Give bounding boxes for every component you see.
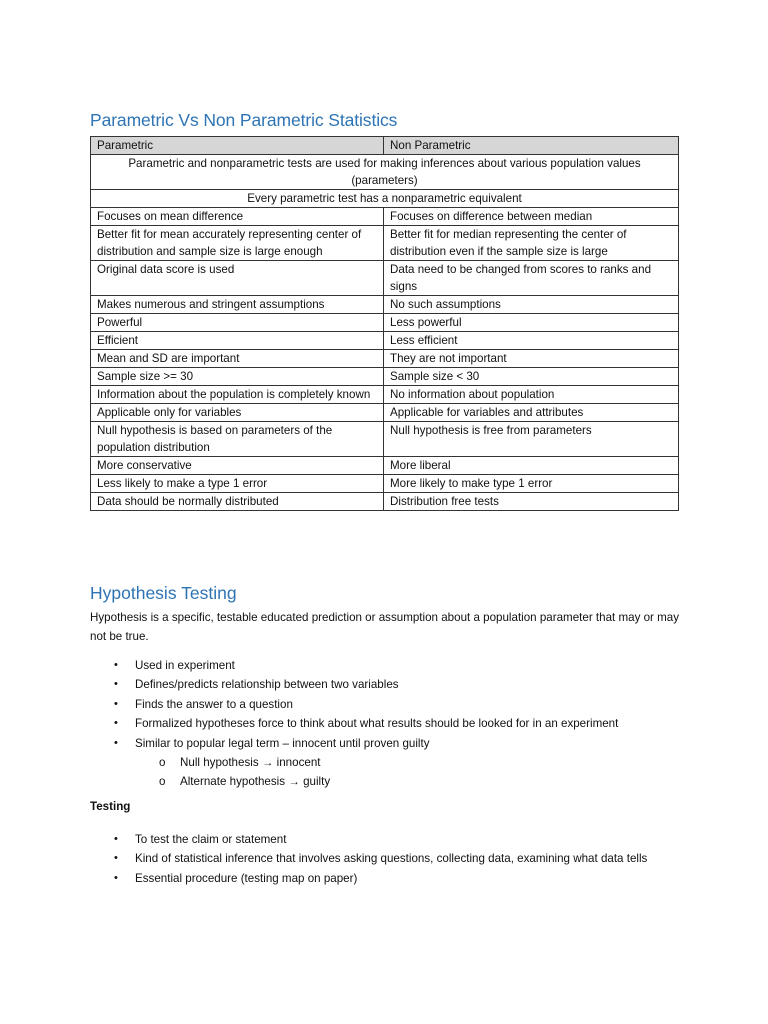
- list-item-text: Kind of statistical inference that involves asking questions, collecting data, examining what data tells: [135, 852, 648, 866]
- table-row: [91, 386, 679, 404]
- parametric-cell: Better fit for mean accurately representing center of distribution and sample size is large enough: [91, 226, 384, 261]
- bullet-icon: •: [114, 659, 118, 671]
- hypothesis-intro: Hypothesis is a specific, testable educated prediction or assumption about a population parameter that may or may not be true.: [90, 611, 680, 643]
- table-span-row: [91, 190, 679, 208]
- section-title-parametric: Parametric Vs Non Parametric Statistics: [90, 110, 398, 130]
- non-parametric-cell: Less powerful: [384, 314, 679, 332]
- parametric-cell: Efficient: [91, 332, 384, 350]
- non-parametric-cell: More likely to make type 1 error: [384, 475, 679, 493]
- table-row: [91, 368, 679, 386]
- bullet-icon: •: [114, 736, 118, 749]
- parametric-cell: Less likely to make a type 1 error: [91, 475, 384, 493]
- table-row: [91, 314, 679, 332]
- table-row: [91, 208, 679, 226]
- non-parametric-cell: They are not important: [384, 350, 679, 368]
- list-item-text: Essential procedure (testing map on paper): [135, 871, 358, 885]
- parametric-cell: Powerful: [91, 314, 384, 332]
- section-title-hypothesis: Hypothesis Testing: [90, 583, 237, 603]
- list-item-text: Similar to popular legal term – innocent until proven guilty: [135, 736, 430, 750]
- non-parametric-cell: Sample size < 30: [384, 368, 679, 386]
- parametric-cell: Focuses on mean difference: [91, 208, 384, 226]
- table-row: [91, 493, 679, 511]
- bullet-icon: •: [114, 833, 118, 845]
- list-item-text: Used in experiment: [135, 659, 235, 672]
- table-row: [91, 226, 679, 261]
- sub-list-item-text: Null hypothesis → innocent: [180, 756, 321, 770]
- table-row: [91, 422, 679, 457]
- list-item: [90, 656, 690, 675]
- hypothesis-bullet-list: [90, 656, 690, 792]
- sub-bullet-icon: o: [159, 775, 166, 789]
- bullet-icon: •: [114, 871, 118, 884]
- parametric-cell: Applicable only for variables: [91, 404, 384, 422]
- sub-bullet-list: [135, 753, 690, 792]
- sub-list-item: [135, 753, 690, 772]
- list-item: [90, 849, 690, 868]
- testing-label: Testing: [90, 800, 131, 813]
- non-parametric-cell: Data need to be changed from scores to ranks and signs: [384, 261, 679, 296]
- parametric-cell: Null hypothesis is based on parameters of the population distribution: [91, 422, 384, 457]
- list-item: [90, 734, 690, 753]
- parametric-cell: Makes numerous and stringent assumptions: [91, 296, 384, 314]
- table-span-row: [91, 155, 679, 190]
- header-non-parametric: Non Parametric: [384, 137, 679, 155]
- list-item-text: Finds the answer to a question: [135, 697, 293, 711]
- list-item: [90, 869, 690, 888]
- sub-list-item: [135, 772, 690, 791]
- bullet-icon: •: [114, 717, 118, 730]
- list-item-text: Defines/predicts relationship between two variables: [135, 678, 399, 692]
- non-parametric-cell: Focuses on difference between median: [384, 208, 679, 226]
- parametric-cell: Mean and SD are important: [91, 350, 384, 368]
- non-parametric-cell: Applicable for variables and attributes: [384, 404, 679, 422]
- non-parametric-cell: Less efficient: [384, 332, 679, 350]
- non-parametric-cell: Distribution free tests: [384, 493, 679, 511]
- non-parametric-cell: Better fit for median representing the center of distribution even if the sample size is large: [384, 226, 679, 261]
- table-row: [91, 404, 679, 422]
- parametric-cell: Information about the population is completely known: [91, 386, 384, 404]
- table-row: [91, 332, 679, 350]
- non-parametric-cell: More liberal: [384, 457, 679, 475]
- comparison-table: [90, 136, 679, 511]
- bullet-icon: •: [114, 852, 118, 865]
- parametric-cell: Sample size >= 30: [91, 368, 384, 386]
- header-parametric: Parametric: [91, 137, 384, 155]
- list-item: [90, 714, 690, 733]
- bullet-icon: •: [114, 678, 118, 691]
- list-item-text: To test the claim or statement: [135, 833, 287, 846]
- list-item: [90, 675, 690, 694]
- table-row: [91, 296, 679, 314]
- testing-bullet-list: [90, 830, 690, 888]
- sub-list-item-text: Alternate hypothesis → guilty: [180, 775, 331, 789]
- non-parametric-cell: No such assumptions: [384, 296, 679, 314]
- table-header-row: [91, 137, 679, 155]
- parametric-cell: Original data score is used: [91, 261, 384, 296]
- table-row: [91, 475, 679, 493]
- span-cell: Every parametric test has a nonparametric equivalent: [91, 190, 679, 208]
- parametric-cell: Data should be normally distributed: [91, 493, 384, 511]
- non-parametric-cell: Null hypothesis is free from parameters: [384, 422, 679, 457]
- table-row: [91, 457, 679, 475]
- table-row: [91, 350, 679, 368]
- list-item: [90, 830, 690, 849]
- sub-bullet-icon: o: [159, 756, 166, 770]
- list-item-text: Formalized hypotheses force to think about what results should be looked for in an experiment: [135, 717, 619, 731]
- bullet-icon: •: [114, 697, 118, 710]
- table-row: [91, 261, 679, 296]
- sub-list-container: [90, 753, 690, 792]
- parametric-cell: More conservative: [91, 457, 384, 475]
- span-cell: Parametric and nonparametric tests are used for making inferences about various population values (parameters): [91, 155, 679, 190]
- list-item: [90, 695, 690, 714]
- non-parametric-cell: No information about population: [384, 386, 679, 404]
